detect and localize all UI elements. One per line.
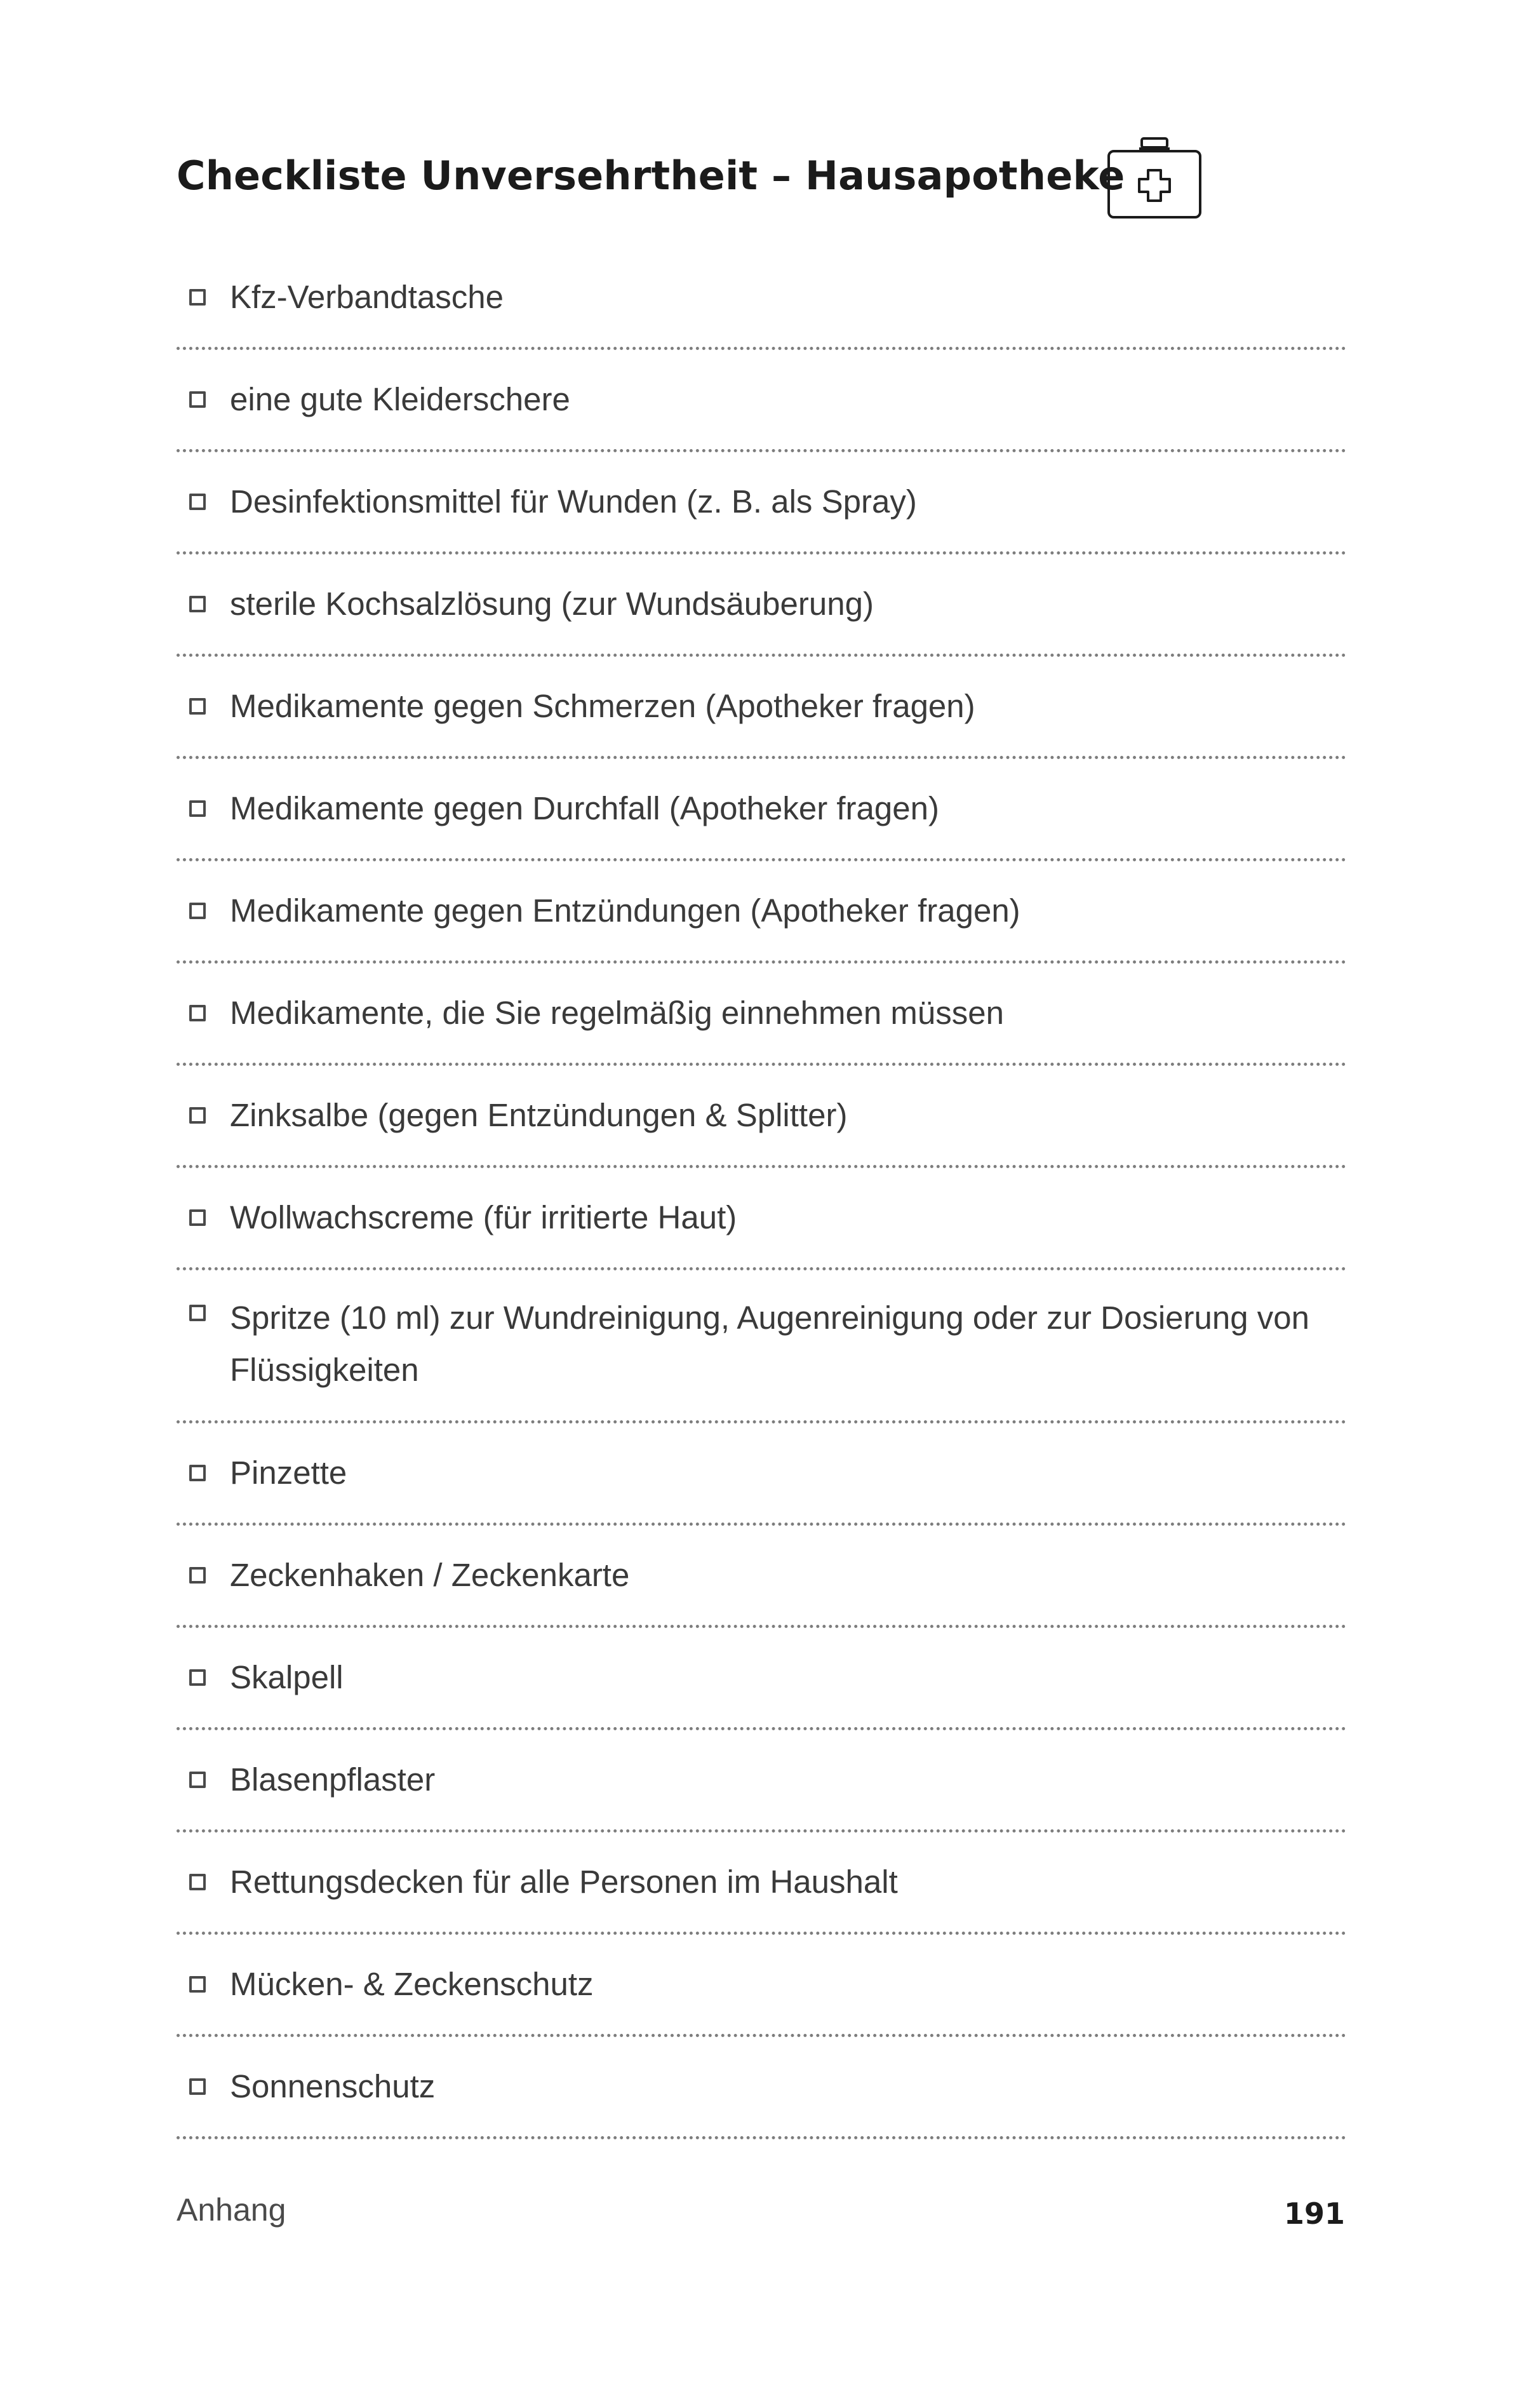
checklist-item (177, 861, 1346, 964)
checklist-item (177, 1270, 1346, 1423)
checklist-item (177, 1833, 1346, 1935)
checkbox[interactable] (189, 1465, 206, 1481)
checkbox[interactable] (189, 2078, 206, 2095)
checkbox[interactable] (189, 1772, 206, 1788)
checklist-item (177, 1730, 1346, 1833)
checklist-item (177, 1423, 1346, 1526)
checkbox[interactable] (189, 1005, 206, 1021)
checklist-item (177, 248, 1346, 350)
checklist-item (177, 1935, 1346, 2037)
checklist-item-label: eine gute Kleiderschere (230, 381, 570, 417)
checklist-item (177, 1066, 1346, 1168)
checklist-item-label: Mücken- & Zeckenschutz (230, 1966, 594, 2002)
checklist-item-label: Rettungsdecken für alle Personen im Haushalt (230, 1864, 898, 1900)
checklist-item (177, 759, 1346, 861)
checklist-item-label: sterile Kochsalzlösung (zur Wundsäuberung) (230, 586, 874, 622)
checklist-item (177, 350, 1346, 452)
checklist-item-label: Wollwachscreme (für irritierte Haut) (230, 1199, 737, 1235)
checkbox[interactable] (189, 800, 206, 817)
checkbox[interactable] (189, 1305, 206, 1321)
footer-section-label: Anhang (177, 2192, 286, 2228)
checkbox[interactable] (189, 494, 206, 510)
checkbox[interactable] (189, 1107, 206, 1124)
checklist-item-label: Spritze (10 ml) zur Wundreinigung, Augenreinigung oder zur Dosierung von Flüssigkeiten (230, 1300, 1310, 1388)
checkbox[interactable] (189, 1976, 206, 1993)
first-aid-kit-icon (1104, 133, 1205, 222)
checkbox[interactable] (189, 289, 206, 306)
checklist-item-label: Desinfektionsmittel für Wunden (z. B. als Spray) (230, 483, 917, 520)
checklist-item-label: Zinksalbe (gegen Entzündungen & Splitter) (230, 1097, 848, 1133)
checklist-item-label: Zeckenhaken / Zeckenkarte (230, 1557, 630, 1593)
checkbox[interactable] (189, 903, 206, 919)
header (177, 127, 1351, 241)
checklist-item (177, 452, 1346, 555)
checklist-item-label: Medikamente gegen Entzündungen (Apotheker fragen) (230, 892, 1020, 929)
page-number: 191 (1283, 2196, 1345, 2231)
checklist-item (177, 657, 1346, 759)
checklist-item-label: Blasenpflaster (230, 1761, 436, 1798)
checkbox[interactable] (189, 1567, 206, 1584)
checklist-item-label: Sonnenschutz (230, 2068, 436, 2104)
checkbox[interactable] (189, 391, 206, 408)
checklist-item (177, 964, 1346, 1066)
checklist-item-label: Skalpell (230, 1659, 344, 1695)
checklist-item-label: Pinzette (230, 1455, 347, 1491)
checkbox[interactable] (189, 1669, 206, 1686)
checkbox[interactable] (189, 1874, 206, 1890)
checklist (177, 248, 1346, 2139)
checklist-item-label: Medikamente, die Sie regelmäßig einnehmen müssen (230, 995, 1004, 1031)
checklist-item-label: Kfz-Verbandtasche (230, 279, 504, 315)
checkbox[interactable] (189, 698, 206, 715)
page-title: Checkliste Unversehrtheit – Hausapotheke (177, 152, 1125, 199)
checklist-item (177, 2037, 1346, 2139)
checklist-item (177, 1628, 1346, 1730)
checklist-item-label: Medikamente gegen Schmerzen (Apotheker fragen) (230, 688, 975, 724)
checklist-item (177, 555, 1346, 657)
checklist-item-label: Medikamente gegen Durchfall (Apotheker fragen) (230, 790, 939, 826)
checkbox[interactable] (189, 1209, 206, 1226)
checklist-item (177, 1526, 1346, 1628)
checkbox[interactable] (189, 596, 206, 612)
checklist-item (177, 1168, 1346, 1270)
